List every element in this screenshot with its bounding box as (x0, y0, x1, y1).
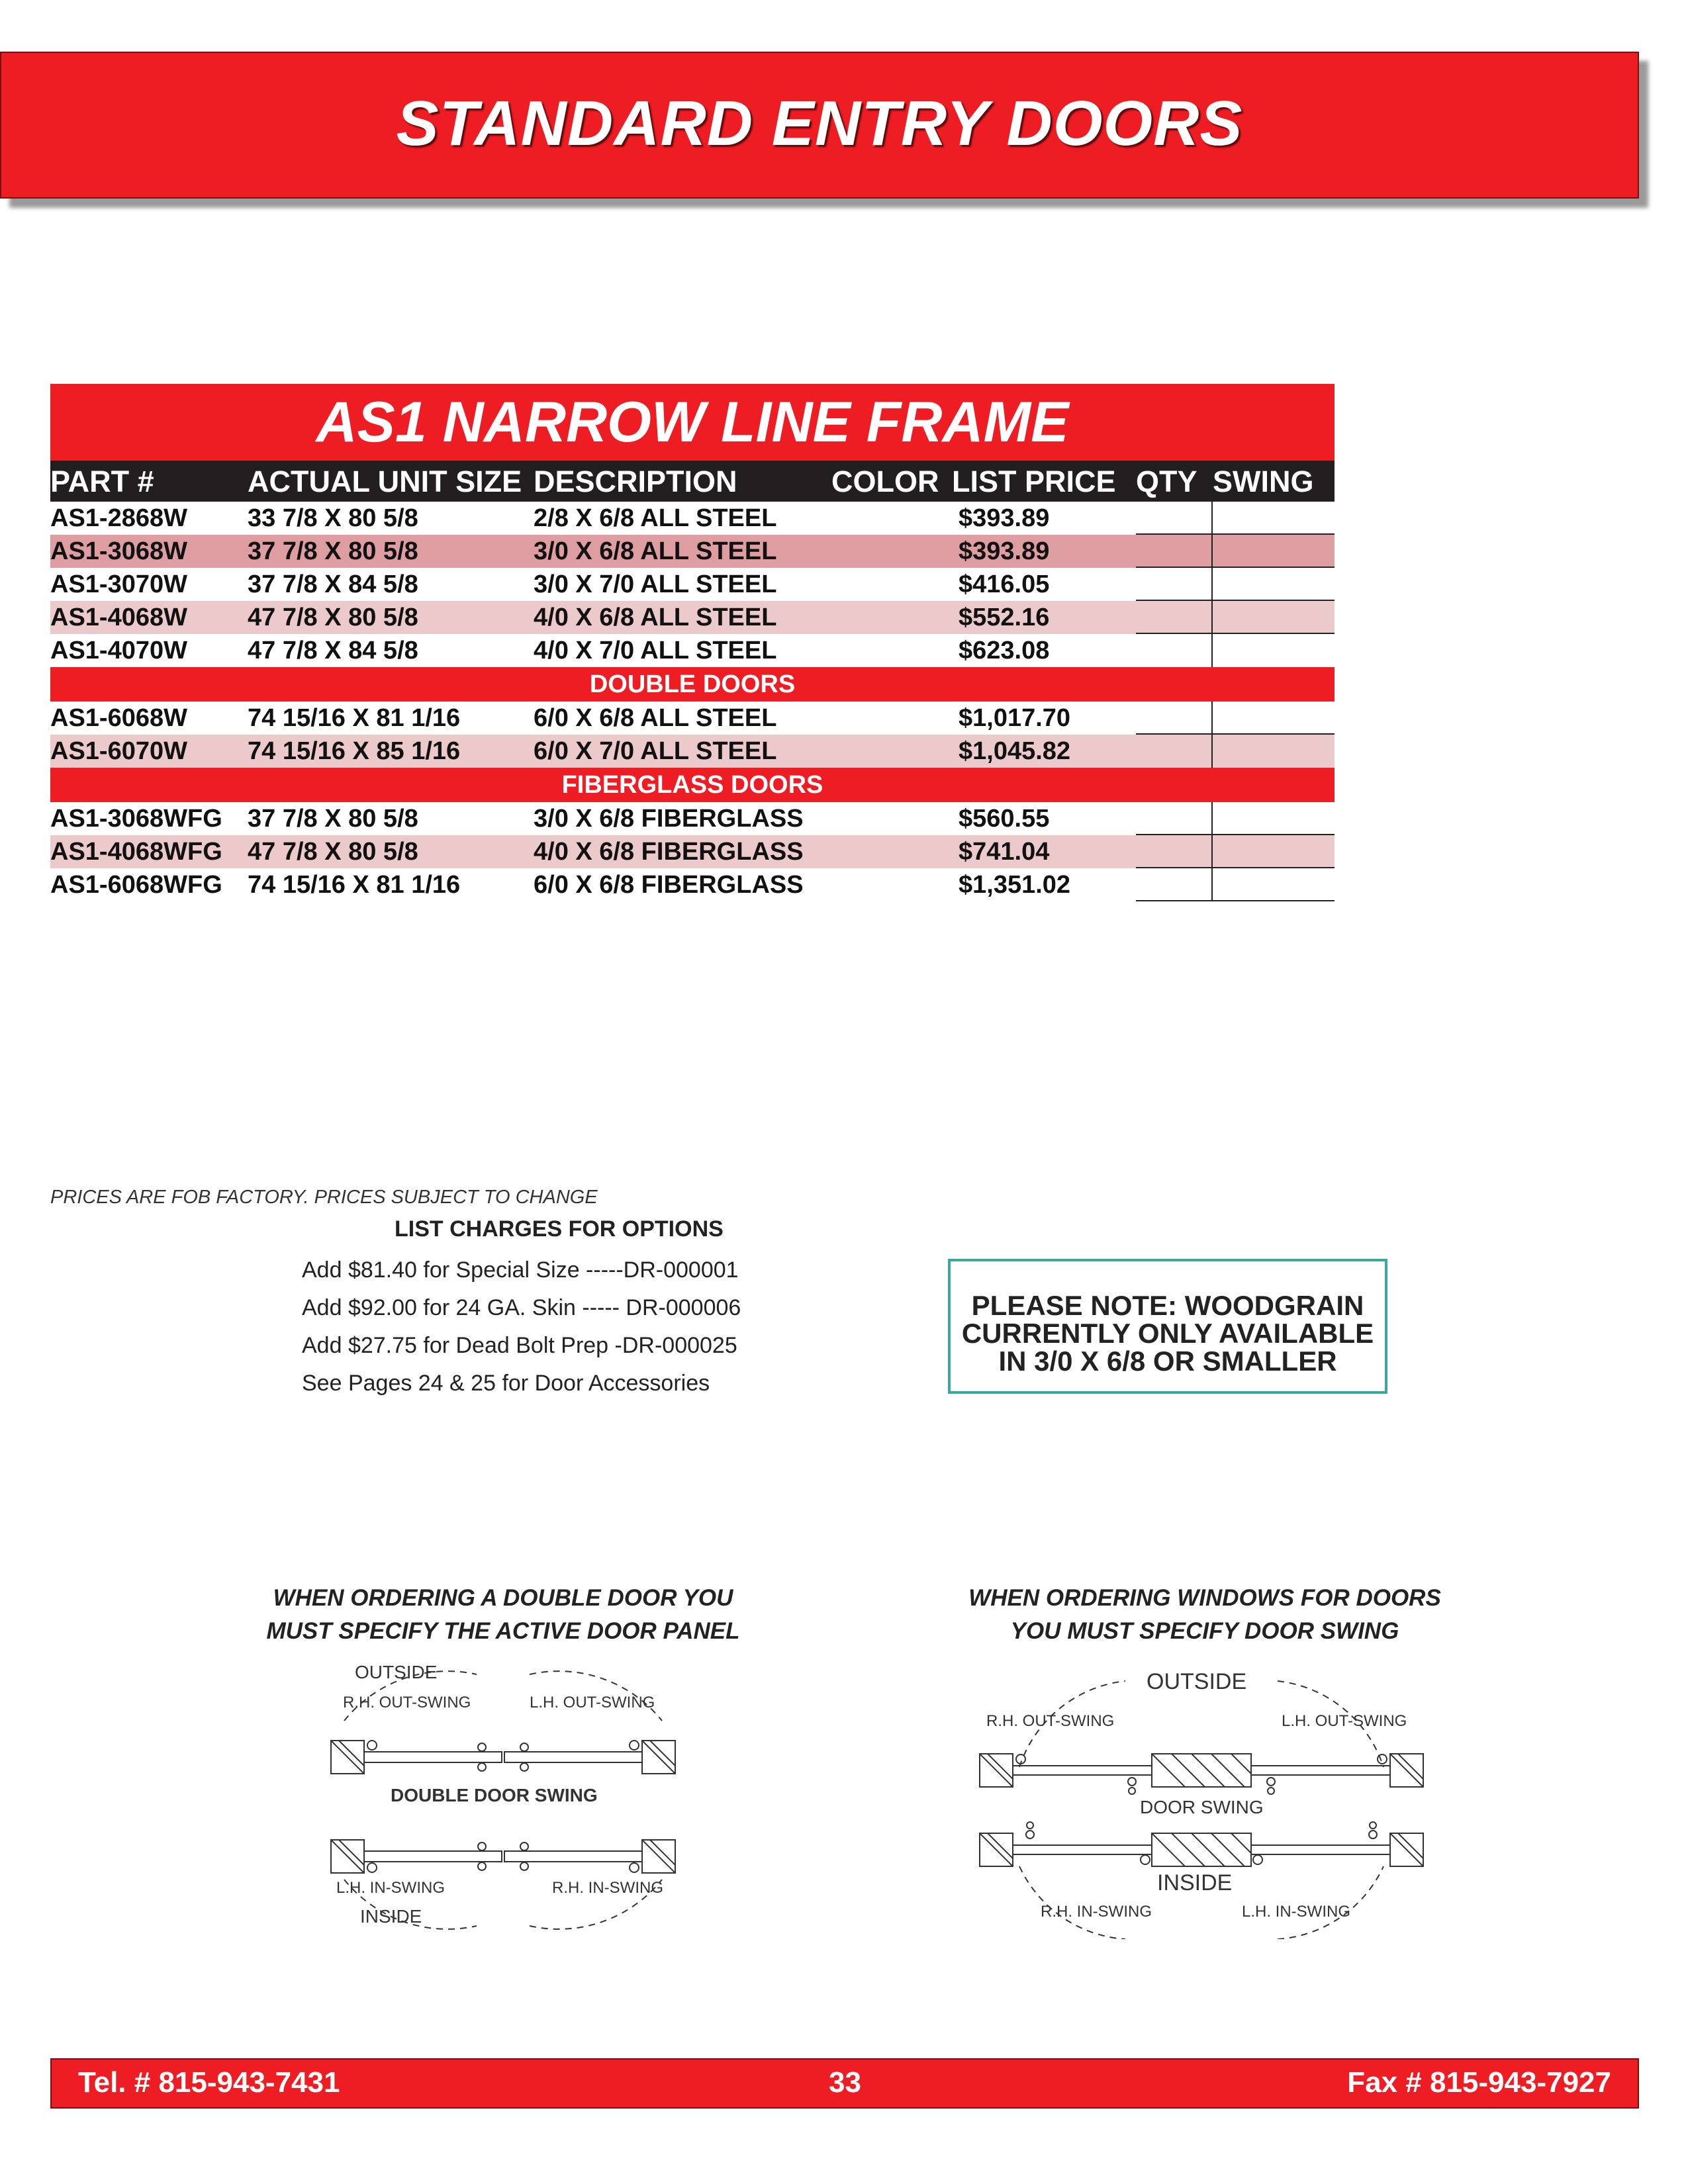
part-number: AS1-6068W (50, 704, 187, 732)
option-line: Add $92.00 for 24 GA. Skin ----- DR-000006 (302, 1295, 741, 1320)
rh-in-swing-label: R.H. IN-SWING (1041, 1903, 1152, 1921)
description: 4/0 X 6/8 FIBERGLASS (534, 838, 804, 866)
list-price: $1,017.70 (959, 704, 1071, 732)
part-number: AS1-4068W (50, 604, 187, 631)
unit-size: 37 7/8 X 80 5/8 (248, 537, 418, 565)
double-door-swing-diagram (318, 1655, 688, 1933)
qty-swing-divider (1211, 735, 1213, 768)
list-price: $741.04 (959, 838, 1050, 866)
list-price: $1,045.82 (959, 737, 1071, 765)
table-row (50, 802, 1335, 835)
unit-size: 37 7/8 X 84 5/8 (248, 570, 418, 598)
page-footer (50, 2058, 1639, 2109)
unit-size: 74 15/16 X 81 1/16 (248, 871, 461, 899)
description: 4/0 X 6/8 ALL STEEL (534, 604, 777, 631)
part-number: AS1-3070W (50, 570, 187, 598)
option-line: See Pages 24 & 25 for Door Accessories (302, 1371, 710, 1396)
list-price: $393.89 (959, 537, 1050, 565)
qty-swing-divider (1211, 502, 1213, 535)
table-header (50, 461, 1335, 502)
table-row (50, 568, 1335, 601)
outside-label: OUTSIDE (355, 1662, 438, 1682)
table-row (50, 868, 1335, 901)
description: 6/0 X 6/8 ALL STEEL (534, 704, 777, 732)
header-qty: QTY (1136, 465, 1197, 498)
unit-size: 47 7/8 X 84 5/8 (248, 637, 418, 664)
description: 3/0 X 6/8 ALL STEEL (534, 537, 777, 565)
table-row (50, 735, 1335, 768)
qty-swing-divider (1211, 634, 1213, 667)
part-number: AS1-3068WFG (50, 805, 222, 833)
door-swing-diagram (973, 1661, 1436, 1939)
description: 2/8 X 6/8 ALL STEEL (534, 504, 777, 532)
qty-swing-divider (1211, 601, 1213, 634)
part-number: AS1-4068WFG (50, 838, 222, 866)
woodgrain-note-line: CURRENTLY ONLY AVAILABLE (961, 1318, 1374, 1349)
lh-in-swing-label: L.H. IN-SWING (336, 1879, 445, 1897)
lh-out-swing-label: L.H. OUT-SWING (530, 1694, 655, 1711)
fax: Fax # 815-943-7927 (1347, 2066, 1611, 2099)
unit-size: 37 7/8 X 80 5/8 (248, 805, 418, 833)
caption-line: YOU MUST SPECIFY DOOR SWING (1010, 1618, 1399, 1644)
rh-out-swing-label: R.H. OUT-SWING (343, 1694, 471, 1711)
list-price: $1,351.02 (959, 871, 1071, 899)
qty-swing-divider (1211, 568, 1213, 601)
caption-line: WHEN ORDERING A DOUBLE DOOR YOU (273, 1585, 733, 1611)
page-number: 33 (829, 2066, 861, 2099)
page-banner (0, 52, 1639, 199)
header-swing: SWING (1213, 465, 1314, 498)
rh-in-swing-label: R.H. IN-SWING (552, 1879, 663, 1897)
header-description: DESCRIPTION (534, 465, 737, 498)
inside-label: INSIDE (360, 1906, 422, 1927)
option-line: Add $27.75 for Dead Bolt Prep -DR-000025 (302, 1333, 737, 1358)
part-number: AS1-4070W (50, 637, 187, 664)
unit-size: 74 15/16 X 81 1/16 (248, 704, 461, 732)
list-price: $623.08 (959, 637, 1050, 664)
page-title: STANDARD ENTRY DOORS (396, 88, 1243, 159)
rh-out-swing-label: R.H. OUT-SWING (986, 1712, 1115, 1730)
lh-in-swing-label: L.H. IN-SWING (1242, 1903, 1351, 1921)
header-size: ACTUAL UNIT SIZE (248, 465, 522, 498)
double-door-caption (252, 1582, 755, 1648)
qty-swing-line (1136, 900, 1335, 901)
part-number: AS1-6070W (50, 737, 187, 765)
description: 3/0 X 6/8 FIBERGLASS (534, 805, 804, 833)
part-number: AS1-6068WFG (50, 871, 222, 899)
list-price: $552.16 (959, 604, 1050, 631)
options-heading: LIST CHARGES FOR OPTIONS (395, 1216, 724, 1242)
section-fiberglass-doors: FIBERGLASS DOORS (50, 768, 1335, 802)
description: 6/0 X 6/8 FIBERGLASS (534, 871, 804, 899)
list-price: $416.05 (959, 570, 1050, 598)
outside-label: OUTSIDE (1147, 1669, 1247, 1694)
fob-note: PRICES ARE FOB FACTORY. PRICES SUBJECT TO CHANGE (50, 1187, 598, 1208)
qty-swing-divider (1211, 835, 1213, 868)
table-row (50, 535, 1335, 568)
header-price: LIST PRICE (952, 465, 1116, 498)
description: 3/0 X 7/0 ALL STEEL (534, 570, 777, 598)
table-row (50, 835, 1335, 868)
caption-line: WHEN ORDERING WINDOWS FOR DOORS (968, 1585, 1441, 1611)
part-number: AS1-3068W (50, 537, 187, 565)
unit-size: 47 7/8 X 80 5/8 (248, 604, 418, 631)
woodgrain-note-line: IN 3/0 X 6/8 OR SMALLER (998, 1345, 1337, 1377)
qty-swing-divider (1211, 868, 1213, 901)
lh-out-swing-label: L.H. OUT-SWING (1282, 1712, 1407, 1730)
header-color: COLOR (831, 465, 939, 498)
telephone: Tel. # 815-943-7431 (78, 2066, 340, 2099)
unit-size: 74 15/16 X 85 1/16 (248, 737, 461, 765)
list-price: $393.89 (959, 504, 1050, 532)
table-row (50, 502, 1335, 535)
price-table (50, 384, 1335, 901)
list-price: $560.55 (959, 805, 1050, 833)
table-title: AS1 NARROW LINE FRAME (50, 384, 1335, 461)
table-row (50, 601, 1335, 634)
table-row (50, 702, 1335, 735)
description: 6/0 X 7/0 ALL STEEL (534, 737, 777, 765)
part-number: AS1-2868W (50, 504, 187, 532)
unit-size: 33 7/8 X 80 5/8 (248, 504, 418, 532)
description: 4/0 X 7/0 ALL STEEL (534, 637, 777, 664)
woodgrain-note-line: PLEASE NOTE: WOODGRAIN (971, 1290, 1364, 1321)
window-door-caption (953, 1582, 1456, 1648)
section-double-doors: DOUBLE DOORS (50, 667, 1335, 702)
double-door-swing-label: DOUBLE DOOR SWING (391, 1785, 598, 1805)
woodgrain-note (948, 1259, 1387, 1394)
caption-line: MUST SPECIFY THE ACTIVE DOOR PANEL (266, 1618, 740, 1644)
qty-swing-divider (1211, 535, 1213, 568)
unit-size: 47 7/8 X 80 5/8 (248, 838, 418, 866)
door-swing-label: DOOR SWING (1140, 1797, 1264, 1817)
qty-swing-divider (1211, 702, 1213, 735)
option-line: Add $81.40 for Special Size -----DR-000001 (302, 1257, 739, 1283)
inside-label: INSIDE (1157, 1870, 1233, 1895)
table-row (50, 634, 1335, 667)
qty-swing-divider (1211, 802, 1213, 835)
header-part: PART # (50, 465, 154, 498)
